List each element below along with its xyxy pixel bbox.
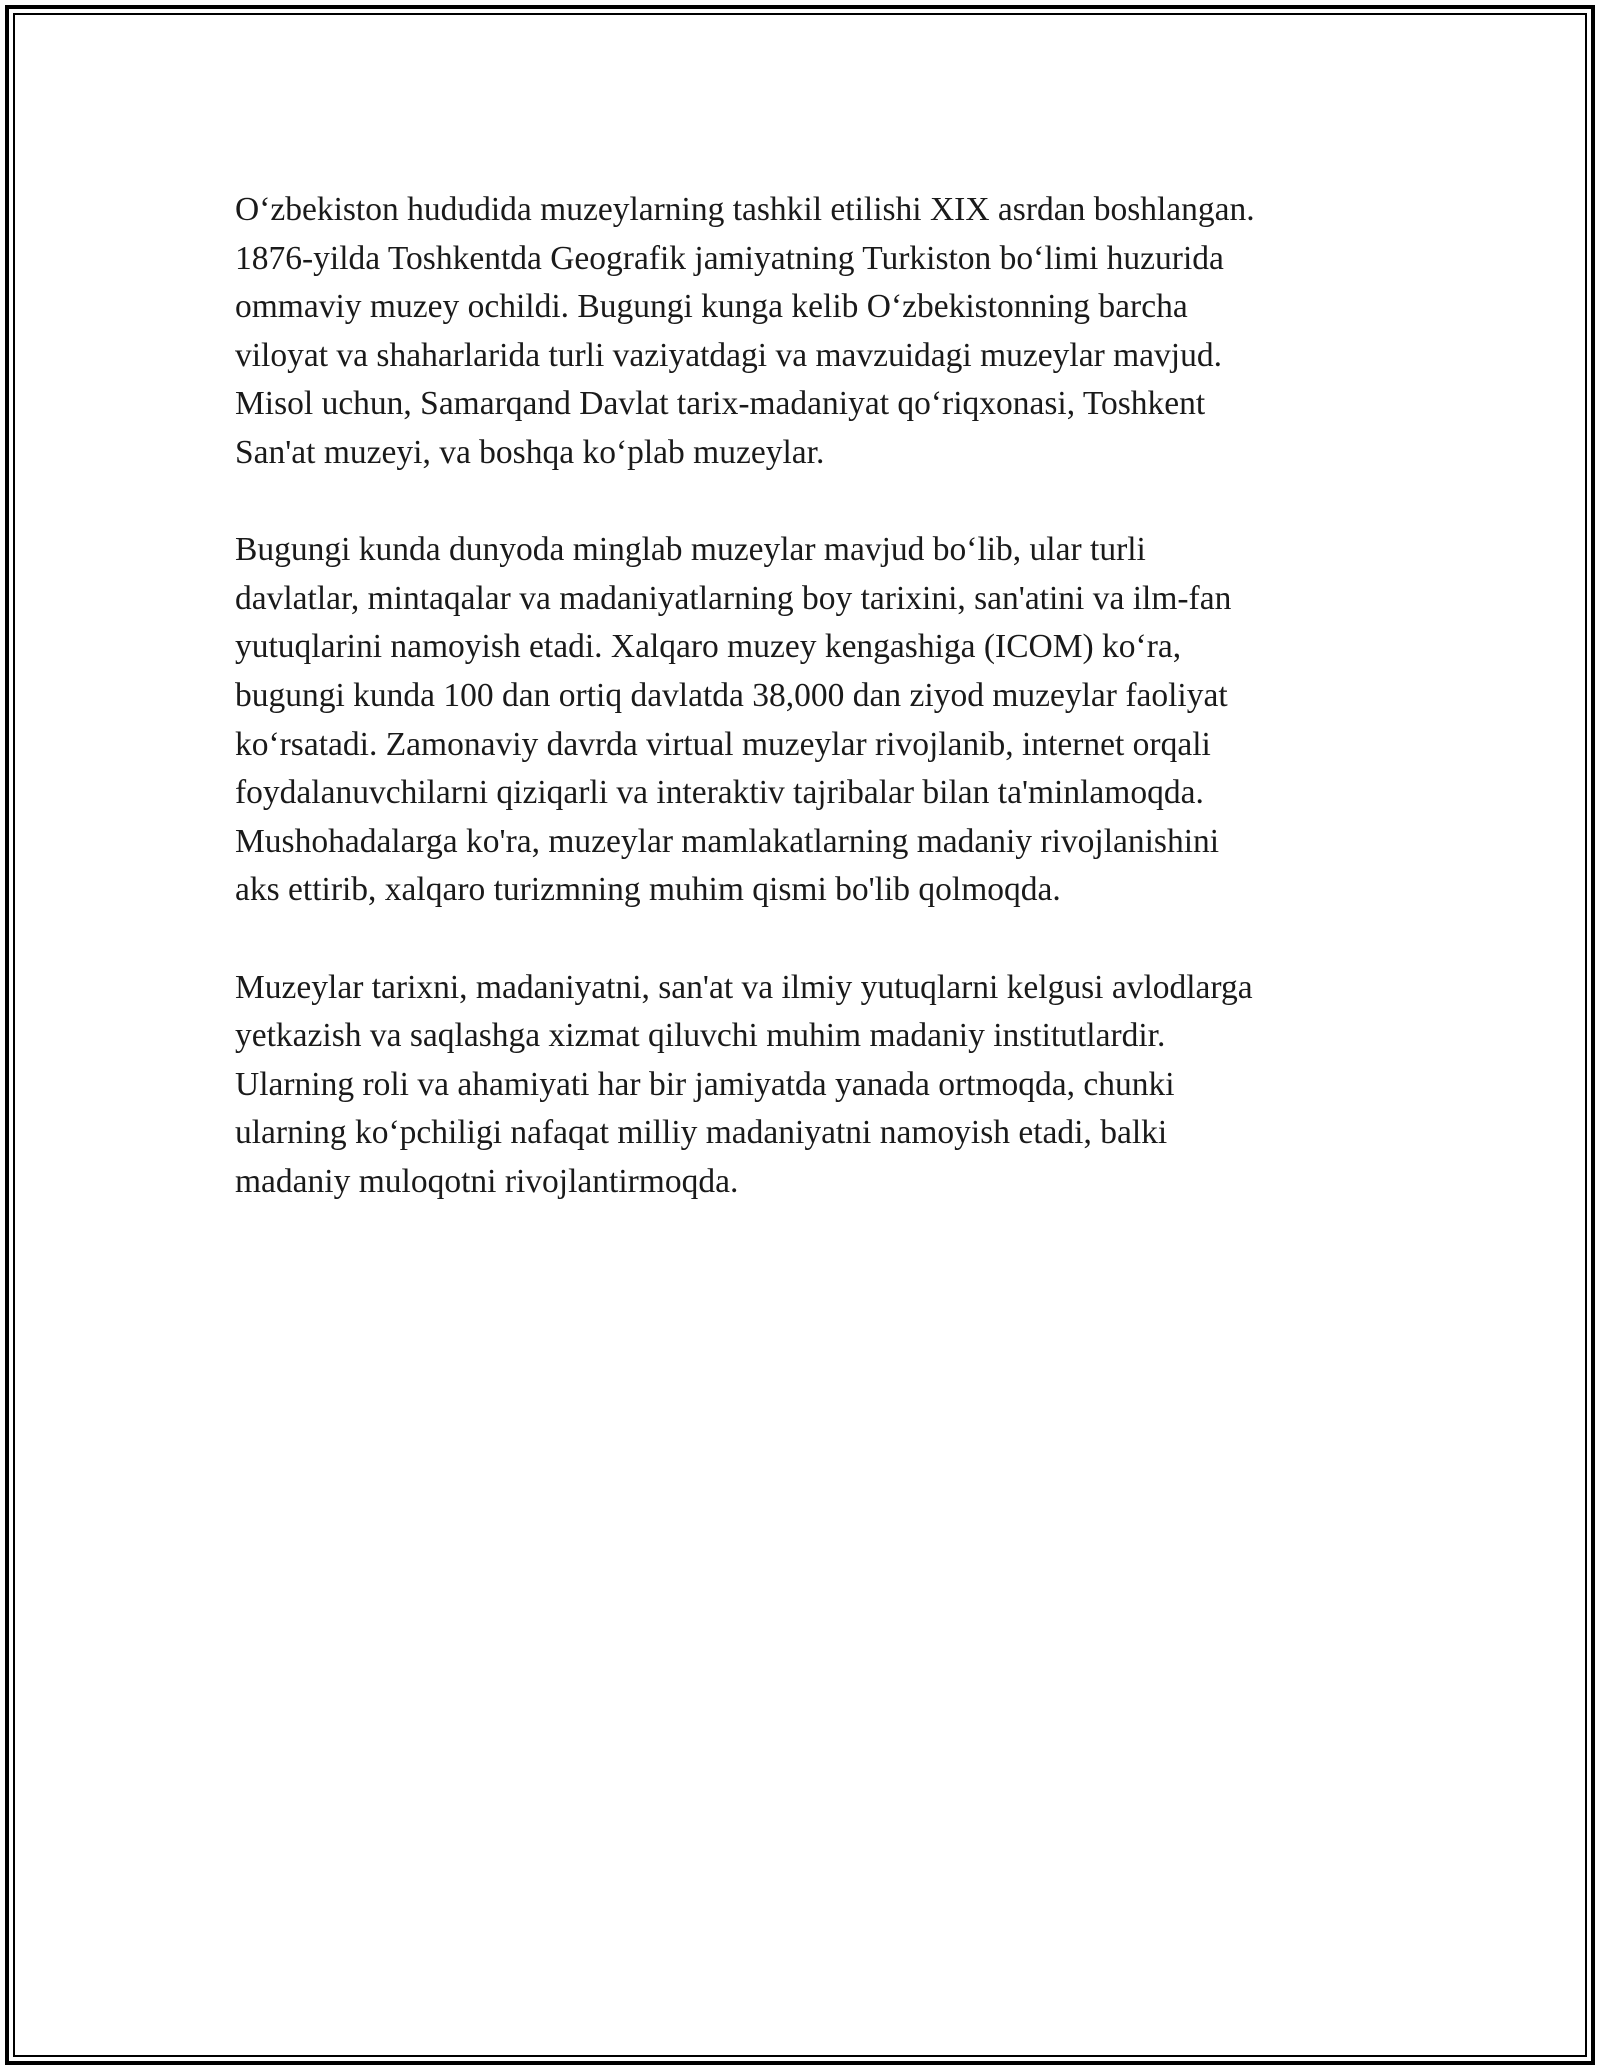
text-line: San'at muzeyi, va boshqa ko‘plab muzeylar. xyxy=(235,433,825,471)
text-line: viloyat va shaharlarida turli vaziyatdagi va mavzuidagi muzeylar mavjud. xyxy=(235,336,1222,374)
text-line: O‘zbekiston hududida muzeylarning tashkil etilishi XIX asrdan boshlangan. xyxy=(235,191,1255,228)
document-body xyxy=(235,186,1375,1255)
text-line: yutuqlarini namoyish etadi. Xalqaro muzey kengashiga (ICOM) ko‘ra, xyxy=(235,628,1182,666)
paragraph-1 xyxy=(235,186,1375,478)
text-line: bugungi kunda 100 dan ortiq davlatda 38,000 dan ziyod muzeylar faoliyat xyxy=(235,676,1228,714)
text-line: foydalanuvchilarni qiziqarli va interaktiv tajribalar bilan ta'minlamoqda. xyxy=(235,774,1204,812)
paragraph-2 xyxy=(235,526,1375,915)
text-line: Muzeylar tarixni, madaniyatni, san'at va ilmiy yutuqlarni kelgusi avlodlarga xyxy=(235,968,1253,1006)
text-line: ko‘rsatadi. Zamonaviy davrda virtual muzeylar rivojlanib, internet orqali xyxy=(235,725,1211,763)
paragraph-3 xyxy=(235,964,1375,1207)
text-line: Bugungi kunda dunyoda minglab muzeylar mavjud bo‘lib, ular turli xyxy=(235,531,1146,569)
text-line: Mushohadalarga ko'ra, muzeylar mamlakatlarning madaniy rivojlanishini xyxy=(235,822,1220,860)
text-line: ularning ko‘pchiligi nafaqat milliy madaniyatni namoyish etadi, balki xyxy=(235,1114,1168,1152)
text-line: Misol uchun, Samarqand Davlat tarix-madaniyat qo‘riqxonasi, Toshkent xyxy=(235,385,1206,423)
text-line: Ularning roli va ahamiyati har bir jamiyatda yanada ortmoqda, chunki xyxy=(235,1065,1175,1103)
text-line: madaniy muloqotni rivojlantirmoqda. xyxy=(235,1162,739,1200)
text-line: ommaviy muzey ochildi. Bugungi kunga kelib O‘zbekistonning barcha xyxy=(235,288,1188,326)
text-line: aks ettirib, xalqaro turizmning muhim qismi bo'lib qolmoqda. xyxy=(235,871,1061,909)
text-line: davlatlar, mintaqalar va madaniyatlarning boy tarixini, san'atini va ilm-fan xyxy=(235,579,1232,617)
text-line: 1876-yilda Toshkentda Geografik jamiyatning Turkiston bo‘limi huzurida xyxy=(235,239,1224,277)
text-line: yetkazish va saqlashga xizmat qiluvchi muhim madaniy institutlardir. xyxy=(235,1017,1166,1055)
